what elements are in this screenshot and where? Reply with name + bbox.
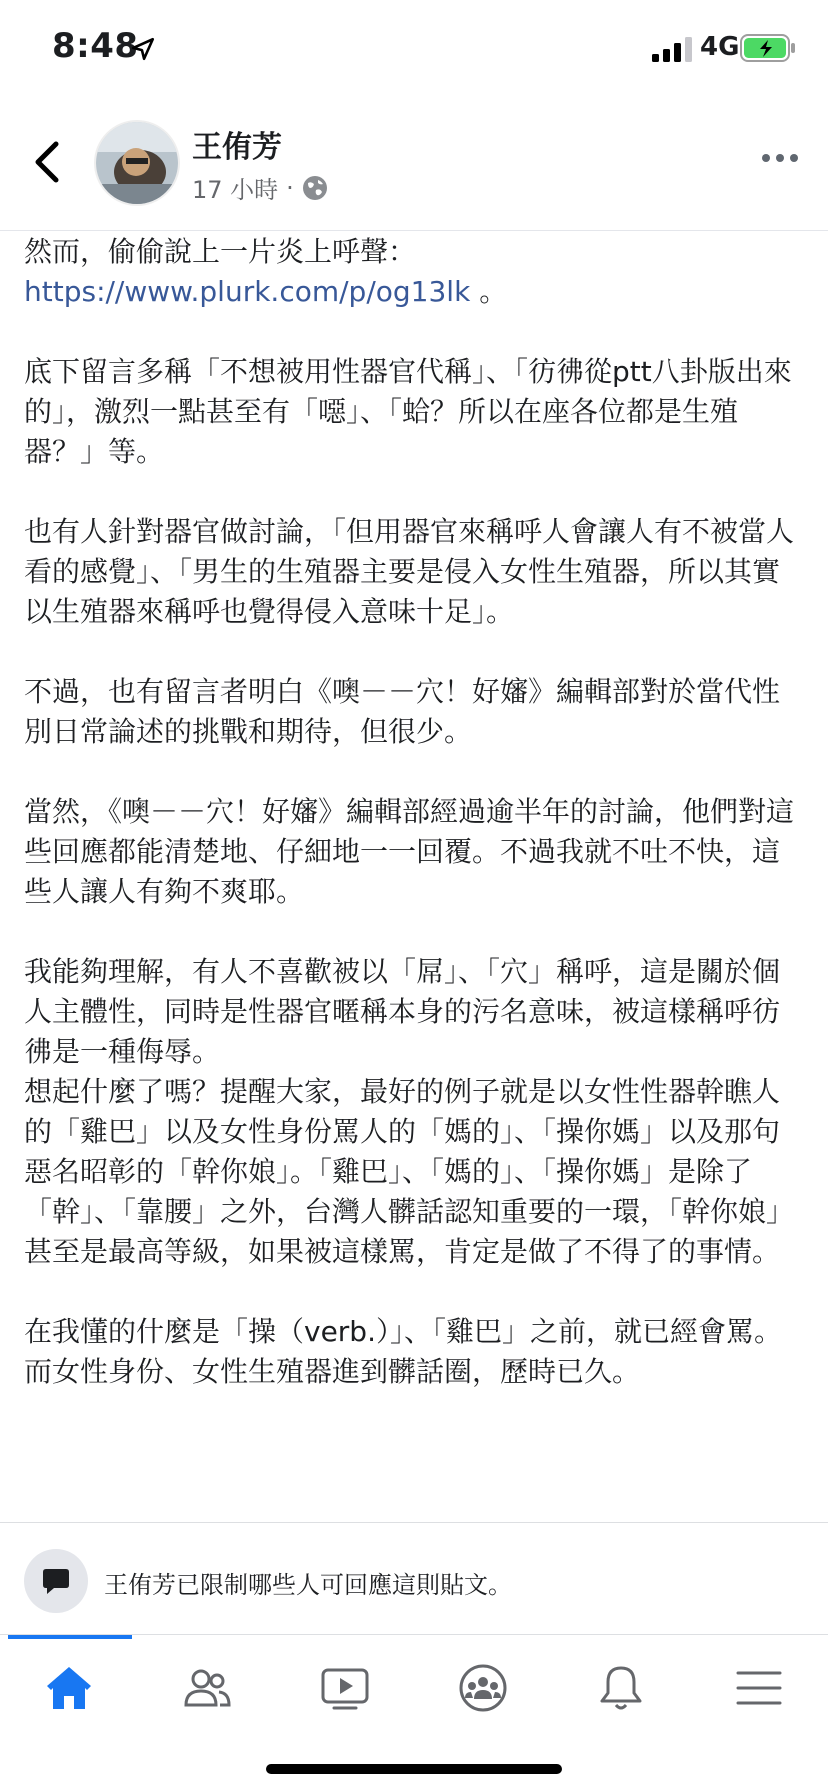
bottom-tab-bar	[0, 1634, 828, 1745]
post-paragraph	[24, 232, 804, 312]
post-paragraph: 底下留言多稱「不想被用性器官代稱」、「彷彿從ptt八卦版出來的」，激烈一點甚至有「噁」、「蛤？所以在座各位都是生殖器？」等。	[24, 355, 792, 468]
meta-separator: ·	[286, 173, 294, 202]
post-paragraph: 當然，《噢－－穴！好嬸》編輯部經過逾半年的討論，他們對這些回應都能清楚地、仔細地一一回覆。不過我就不吐不快，這些人讓人有夠不爽耶。	[24, 795, 795, 908]
post-paragraph: 而女性身份、女性生殖器進到髒話圈，歷時已久。	[24, 1355, 641, 1388]
tab-home[interactable]	[0, 1635, 138, 1745]
post-paragraph: 也有人針對器官做討論，「但用器官來稱呼人會讓人有不被當人看的感覺」、「男生的生殖器主要是侵入女性生殖器，所以其實以生殖器來稱呼也覺得侵入意味十足」。	[24, 515, 795, 628]
globe-icon	[302, 175, 328, 201]
watch-icon	[320, 1663, 370, 1713]
post-link[interactable]: https://www.plurk.com/p/og13lk	[24, 275, 471, 308]
post-paragraph: 想起什麼了嗎？提醒大家，最好的例子就是以女性性器幹瞧人的「雞巴」以及女性身份罵人的「媽的」、「操你媽」以及那句惡名昭彰的「幹你娘」。「雞巴」、「媽的」、「操你媽」是除了「幹」、「靠腰」之外，台灣人髒話認知重要的一環，「幹你娘」甚至是最高等級，如果被這樣罵，肯定是做了不得了的事情。	[24, 1075, 795, 1268]
post-paragraph: 不過，也有留言者明白《噢－－穴！好嬸》編輯部對於當代性別日常論述的挑戰和期待，但很少。	[24, 675, 781, 748]
tab-notifications[interactable]	[552, 1635, 690, 1745]
post-paragraph: 我能夠理解，有人不喜歡被以「屌」、「穴」稱呼，這是關於個人主體性，同時是性器官暱稱本身的污名意味，被這樣稱呼彷彿是一種侮辱。	[24, 955, 781, 1068]
restriction-notice: 王侑芳已限制哪些人可回應這則貼文。	[104, 1571, 512, 1599]
notifications-icon	[596, 1663, 646, 1713]
location-arrow-icon	[130, 36, 156, 62]
status-bar	[0, 0, 828, 100]
tab-groups[interactable]	[414, 1635, 552, 1745]
avatar[interactable]	[94, 120, 180, 206]
poster-name[interactable]: 王侑芳	[192, 130, 282, 165]
battery-icon	[740, 33, 796, 63]
groups-icon	[458, 1663, 508, 1713]
paragraph-text: 然而，偷偷說上一片炎上呼聲：	[24, 235, 417, 268]
more-options-icon[interactable]	[760, 148, 800, 168]
tab-friends[interactable]	[138, 1635, 276, 1745]
post-paragraph: 在我懂的什麼是「操（verb.）」、「雞巴」之前，就已經會罵。	[24, 1315, 782, 1348]
home-indicator[interactable]	[266, 1764, 562, 1774]
post-time: 17 小時	[192, 176, 279, 204]
friends-icon	[182, 1663, 232, 1713]
post-meta	[192, 170, 328, 205]
tab-menu[interactable]	[690, 1635, 828, 1745]
post-body	[24, 232, 804, 1522]
post-header	[0, 100, 828, 231]
comment-bubble-icon	[24, 1549, 88, 1613]
comment-restriction-bar	[0, 1522, 828, 1633]
network-type: 4G	[700, 32, 740, 62]
signal-icon	[652, 36, 694, 62]
paragraph-end: 。	[470, 275, 508, 308]
tab-watch[interactable]	[276, 1635, 414, 1745]
active-tab-indicator	[8, 1635, 132, 1639]
menu-icon	[734, 1663, 784, 1713]
home-icon	[44, 1663, 94, 1713]
status-time: 8:48	[52, 26, 139, 66]
back-arrow-icon[interactable]	[30, 138, 64, 186]
